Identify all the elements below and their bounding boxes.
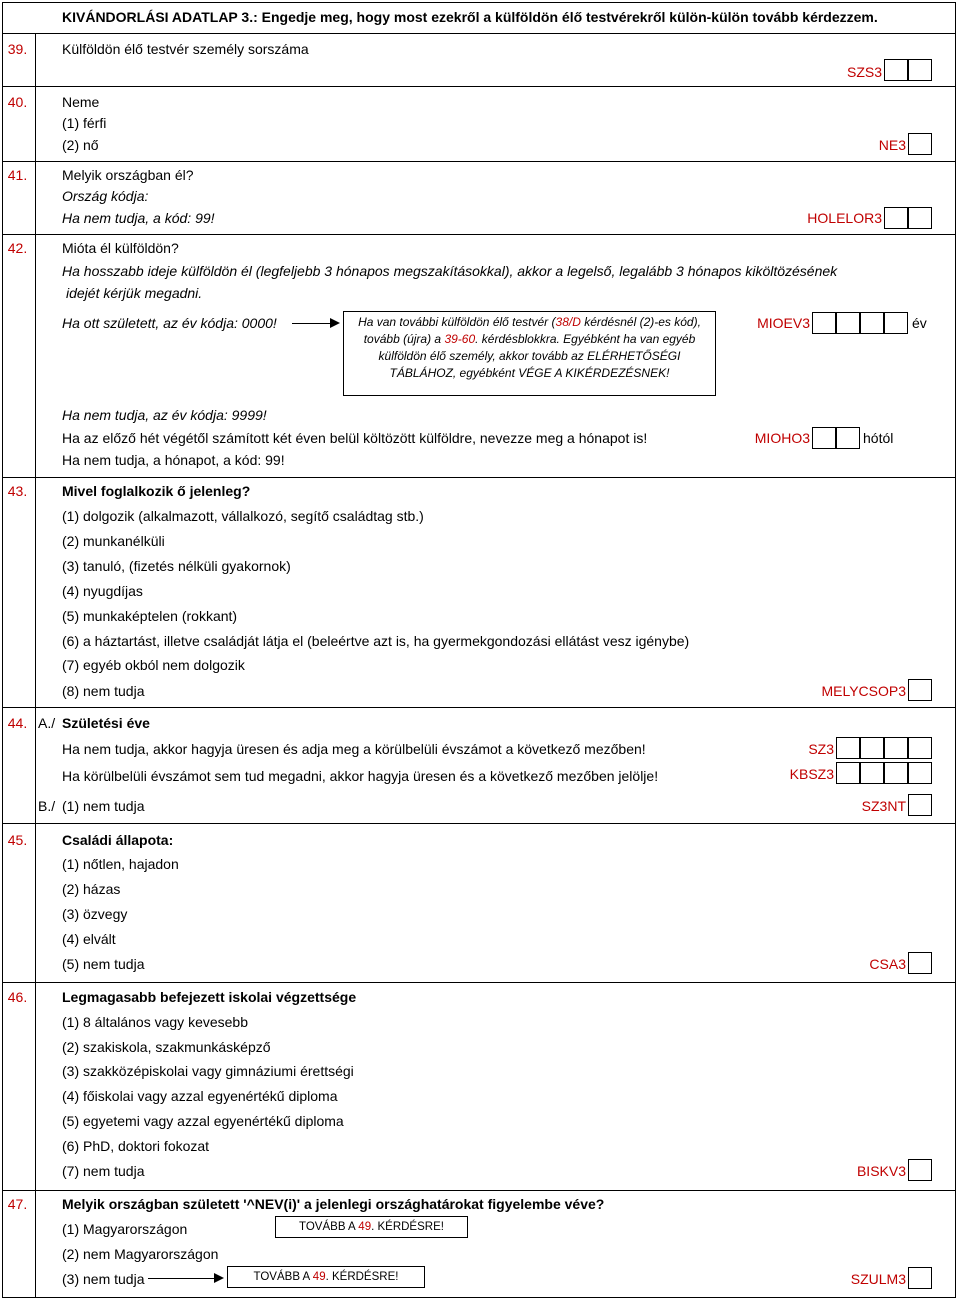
q39-box-2[interactable] (908, 59, 932, 81)
q46-option: (5) egyetemi vagy azzal egyenértékű diploma (62, 1113, 344, 1129)
q46-code: BISKV3 (856, 1163, 906, 1179)
q43-option: (8) nem tudja (62, 683, 145, 699)
q43-option: (5) munkaképtelen (rokkant) (62, 608, 238, 624)
number-column-divider (35, 34, 36, 1298)
q46-question: Legmagasabb befejezett iskolai végzettsége (62, 989, 357, 1005)
q41-line: Ha nem tudja, a kód: 99! (62, 210, 215, 226)
q44-dontknow-code: SZ3NT (861, 798, 906, 814)
q46-option: (2) szakiskola, szakmunkásképző (62, 1039, 271, 1055)
q39-question: Külföldön élő testvér személy sorszáma (62, 41, 309, 57)
q44-approx-box-1[interactable] (836, 762, 860, 784)
q42-year-box-4[interactable] (884, 312, 908, 334)
q45-option: (5) nem tudja (62, 956, 145, 972)
q44-year-box-1[interactable] (836, 737, 860, 759)
divider (2, 707, 956, 708)
q42-routing-note: Ha van további külföldön élő testvér (38/D kérdésnél (2)-es kód), tovább (újra) a 39-60. kérdésblokkra. Egyébként ha van egyéb külföldön élő személy, akkor tovább az ELÉRHETŐSÉGI TÁBLÁHOZ, egyébként VÉGE A KIKÉRDEZÉSNEK! (343, 311, 716, 396)
divider (2, 1190, 956, 1191)
q46-box[interactable] (908, 1159, 932, 1181)
divider (2, 86, 956, 87)
q41-box-1[interactable] (884, 207, 908, 229)
q40-option: (2) nő (62, 137, 99, 153)
q41-question: Melyik országban él? (62, 167, 194, 183)
q43-box[interactable] (908, 679, 932, 701)
q39-number: 39. (7, 41, 28, 57)
q42-month-instruction: Ha az előző hét végétől számított két éven belül költözött külföldre, nevezze meg a hónapot is! (62, 430, 648, 446)
q44-dontknow-box[interactable] (908, 794, 932, 816)
q42-month-unit: hótól (863, 430, 894, 446)
q42-instruction: Ha hosszabb ideje külföldön él (legfeljebb 3 hónapos megszakításokkal), akkor a legelső, legalább 3 hónapos kiköltözésének (62, 263, 838, 279)
q39-code: SZS3 (846, 64, 882, 80)
q45-number: 45. (7, 832, 28, 848)
q43-option: (2) munkanélküli (62, 533, 165, 549)
q44-approx-box-3[interactable] (884, 762, 908, 784)
q44-b-label: B./ (38, 798, 56, 814)
q45-option: (3) özvegy (62, 906, 128, 922)
q44-approx-box-2[interactable] (860, 762, 884, 784)
form-title: KIVÁNDORLÁSI ADATLAP 3.: Engedje meg, hogy most ezekről a külföldön élő testvérekről külön-külön tovább kérdezzem. (62, 9, 878, 25)
q46-option: (7) nem tudja (62, 1163, 145, 1179)
q47-option: (3) nem tudja (62, 1271, 145, 1287)
q43-option: (4) nyugdíjas (62, 583, 143, 599)
q44-approx-box-4[interactable] (908, 762, 932, 784)
q42-dontknow-year: Ha nem tudja, az év kódja: 9999! (62, 407, 267, 423)
q42-month-box-2[interactable] (836, 427, 860, 449)
q41-box-2[interactable] (908, 207, 932, 229)
q43-code: MELYCSOP3 (821, 683, 906, 699)
q44-approx-code: KBSZ3 (789, 766, 834, 782)
q42-year-code: MIOEV3 (757, 315, 810, 331)
q42-born-instruction: Ha ott született, az év kódja: 0000! (62, 315, 277, 331)
q46-option: (3) szakközépiskolai vagy gimnáziumi érettségi (62, 1063, 354, 1079)
q42-instruction: idejét kérjük megadni. (66, 285, 203, 301)
q44-question: Születési éve (62, 715, 150, 731)
q42-year-box-2[interactable] (836, 312, 860, 334)
divider (2, 161, 956, 162)
q41-number: 41. (7, 167, 28, 183)
q47-skip-instruction: TOVÁBB A 49. KÉRDÉSRE! (275, 1216, 468, 1238)
q45-option: (1) nőtlen, hajadon (62, 856, 179, 872)
q40-box[interactable] (908, 133, 932, 155)
divider (2, 234, 956, 235)
q43-number: 43. (7, 483, 28, 499)
q44-instruction: Ha körülbelüli évszámot sem tud megadni, akkor hagyja üresen és a következő mezőben jelölje! (62, 768, 659, 784)
q44-option: (1) nem tudja (62, 798, 145, 814)
arrow-icon (148, 1278, 222, 1279)
q43-option: (3) tanuló, (fizetés nélküli gyakornok) (62, 558, 291, 574)
q44-a-label: A./ (38, 715, 56, 731)
q44-year-code: SZ3 (808, 741, 834, 757)
q42-question: Mióta él külföldön? (62, 240, 179, 256)
q42-year-box-1[interactable] (812, 312, 836, 334)
q45-code: CSA3 (869, 956, 906, 972)
q42-dontknow-month: Ha nem tudja, a hónapot, a kód: 99! (62, 452, 285, 468)
q47-option: (1) Magyarországon (62, 1221, 188, 1237)
q41-code: HOLELOR3 (807, 210, 882, 226)
q44-number: 44. (7, 715, 28, 731)
q42-month-code: MIOHO3 (754, 430, 810, 446)
q41-line: Ország kódja: (62, 188, 149, 204)
q45-box[interactable] (908, 952, 932, 974)
arrow-icon (292, 323, 338, 324)
q44-year-box-3[interactable] (884, 737, 908, 759)
q43-question: Mivel foglalkozik ő jelenleg? (62, 483, 251, 499)
q44-year-box-2[interactable] (860, 737, 884, 759)
q45-question: Családi állapota: (62, 832, 174, 848)
divider (2, 477, 956, 478)
q43-option: (7) egyéb okból nem dolgozik (62, 657, 245, 673)
q47-option: (2) nem Magyarországon (62, 1246, 219, 1262)
divider (2, 823, 956, 824)
q46-option: (1) 8 általános vagy kevesebb (62, 1014, 248, 1030)
q42-year-unit: év (912, 315, 927, 331)
q40-question: Neme (62, 94, 100, 110)
q47-number: 47. (7, 1196, 28, 1212)
q47-skip-instruction: TOVÁBB A 49. KÉRDÉSRE! (227, 1266, 425, 1288)
q46-number: 46. (7, 989, 28, 1005)
divider (2, 982, 956, 983)
q39-box-1[interactable] (884, 59, 908, 81)
q44-year-box-4[interactable] (908, 737, 932, 759)
q42-month-box-1[interactable] (812, 427, 836, 449)
q46-option: (6) PhD, doktori fokozat (62, 1138, 210, 1154)
q40-number: 40. (7, 94, 28, 110)
q45-option: (2) házas (62, 881, 121, 897)
q47-box[interactable] (908, 1267, 932, 1289)
q46-option: (4) főiskolai vagy azzal egyenértékű diploma (62, 1088, 338, 1104)
q44-instruction: Ha nem tudja, akkor hagyja üresen és adja meg a körülbelüli évszámot a következő mezőben! (62, 741, 646, 757)
q45-option: (4) elvált (62, 931, 116, 947)
q40-option: (1) férfi (62, 115, 107, 131)
q40-code: NE3 (878, 137, 906, 153)
q43-option: (6) a háztartást, illetve családját látja el (beleértve azt is, ha gyermekgondozási ellátást vesz igénybe) (62, 633, 690, 649)
header-divider (2, 33, 956, 34)
q47-question: Melyik országban született '^NEV(i)' a jelenlegi országhatárokat figyelembe véve? (62, 1196, 605, 1212)
q47-code: SZULM3 (850, 1271, 906, 1287)
q42-number: 42. (7, 240, 28, 256)
q43-option: (1) dolgozik (alkalmazott, vállalkozó, segítő családtag stb.) (62, 508, 424, 524)
q42-year-box-3[interactable] (860, 312, 884, 334)
